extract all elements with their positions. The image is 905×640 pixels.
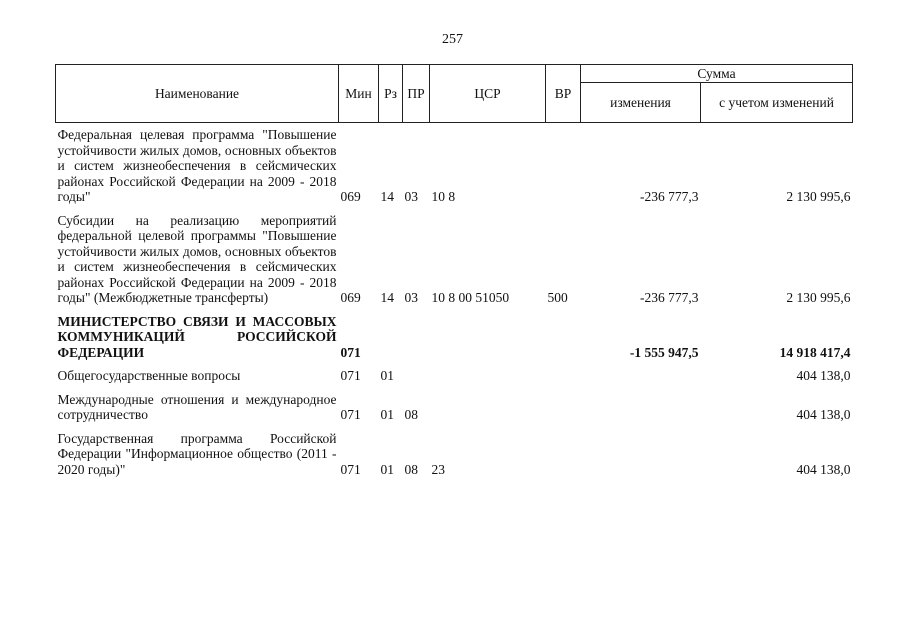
row-rz: 14	[380, 290, 394, 305]
header-pr: ПР	[403, 65, 430, 123]
header-vr: ВР	[546, 65, 581, 123]
row-pr: 03	[404, 290, 418, 305]
row-change	[581, 384, 701, 423]
table-body	[56, 123, 853, 478]
row-rz	[379, 306, 403, 361]
header-min: Мин	[339, 65, 379, 123]
row-total: 14 918 417,4	[779, 344, 851, 360]
header-change: изменения	[581, 83, 701, 123]
row-pr	[403, 360, 430, 384]
row-min: 071	[340, 407, 361, 422]
row-change: -1 555 947,5	[629, 344, 699, 360]
row-csr	[430, 306, 546, 361]
row-csr	[430, 384, 546, 423]
row-total: 2 130 995,6	[786, 290, 851, 305]
row-total: 2 130 995,6	[786, 189, 851, 204]
row-pr: 08	[404, 461, 418, 477]
row-rz: 14	[380, 189, 394, 204]
row-min: 069	[340, 290, 361, 305]
row-pr	[403, 306, 430, 361]
row-min: 071	[340, 344, 361, 360]
row-pr: 08	[404, 407, 418, 422]
row-csr: 10 8	[431, 189, 456, 204]
row-name: Государственная программа Российской Федерации "Информационное общество (2011 - 2020 годы)"	[57, 430, 337, 477]
table-row	[56, 360, 853, 384]
budget-table	[55, 64, 853, 477]
row-vr: 500	[547, 290, 568, 305]
header-with-change: с учетом изменений	[701, 83, 853, 123]
row-vr	[546, 384, 581, 423]
row-name: Федеральная целевая программа "Повышение устойчивости жилых домов, основных объектов и систем жизнеобеспечения в сейсмических районах Российской Федерации на 2009 - 2018 годы"	[57, 127, 337, 204]
header-name: Наименование	[56, 65, 339, 123]
table-row	[56, 306, 853, 361]
table-row	[56, 205, 853, 306]
row-name: МИНИСТЕРСТВО СВЯЗИ И МАССОВЫХ КОММУНИКАЦИЙ РОССИЙСКОЙ ФЕДЕРАЦИИ	[57, 313, 337, 360]
row-change	[581, 423, 701, 478]
row-rz: 01	[380, 461, 394, 477]
row-total: 404 138,0	[796, 461, 851, 477]
row-min: 071	[340, 461, 361, 477]
table-row	[56, 384, 853, 423]
row-pr: 03	[404, 189, 418, 204]
row-rz: 01	[380, 368, 394, 383]
row-min: 069	[340, 189, 361, 204]
row-vr	[546, 360, 581, 384]
row-name: Международные отношения и международное сотрудничество	[57, 391, 337, 422]
row-name: Субсидии на реализацию мероприятий федеральной целевой программы "Повышение устойчивости жилых домов, основных объектов и систем жизнеобеспечения в сейсмических районах Российской Федерации на 2009 - 2018 годы" (Межбюджетные трансферты)	[57, 212, 337, 305]
row-total: 404 138,0	[796, 368, 851, 383]
row-vr	[546, 423, 581, 478]
row-csr: 10 8 00 51050	[431, 290, 510, 305]
page-number: 257	[442, 32, 463, 47]
table-row	[56, 123, 853, 205]
header-rz: Рз	[379, 65, 403, 123]
row-change: -236 777,3	[640, 290, 699, 305]
row-min: 071	[340, 368, 361, 383]
row-vr	[546, 306, 581, 361]
row-total: 404 138,0	[796, 407, 851, 422]
row-csr	[430, 360, 546, 384]
row-name: Общегосударственные вопросы	[57, 368, 241, 383]
row-change: -236 777,3	[640, 189, 699, 204]
table-header	[56, 65, 853, 123]
row-rz: 01	[380, 407, 394, 422]
row-change	[581, 360, 701, 384]
table-row	[56, 423, 853, 478]
row-csr: 23	[431, 461, 445, 477]
row-vr	[546, 123, 581, 205]
header-csr: ЦСР	[430, 65, 546, 123]
header-sum: Сумма	[581, 65, 853, 83]
